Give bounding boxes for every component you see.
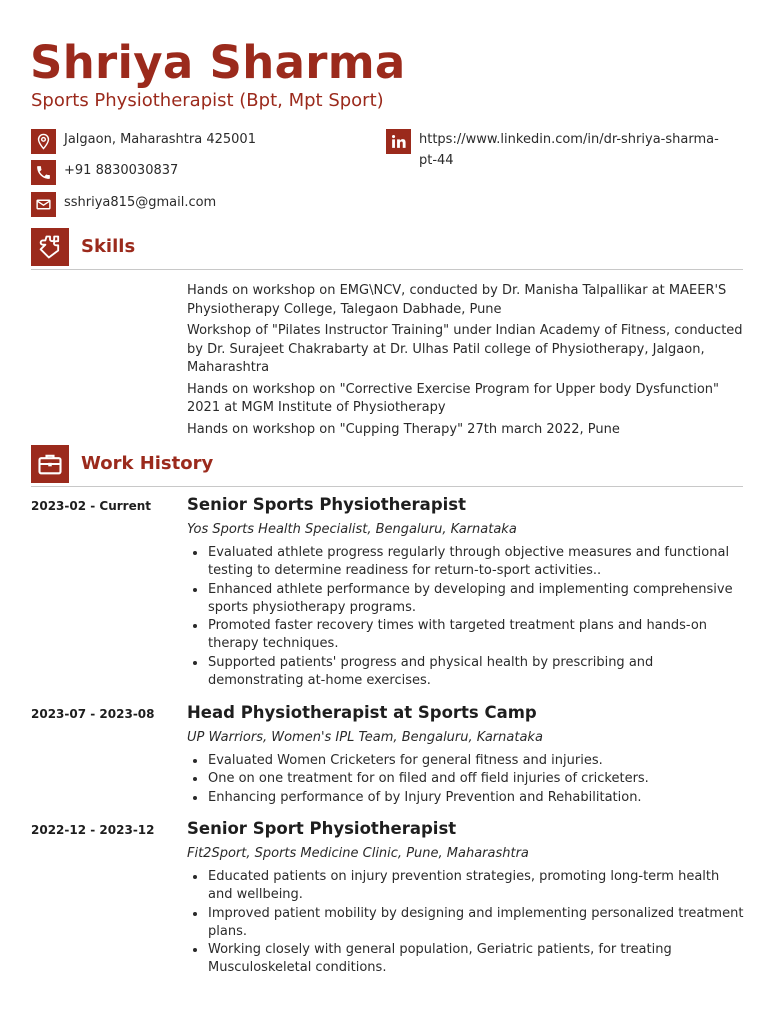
- job-bullet: Promoted faster recovery times with targeted treatment plans and hands-on therapy techniques.: [187, 617, 747, 654]
- linkedin-icon: [386, 129, 411, 154]
- phone-icon: [31, 160, 56, 185]
- linkedin-line-1: https://www.linkedin.com/in/dr-shriya-sharma-: [419, 132, 719, 147]
- work-section-header: [31, 445, 743, 485]
- contact-linkedin: [386, 129, 719, 171]
- contact-phone: [31, 160, 178, 185]
- skills-list: [187, 282, 747, 442]
- briefcase-icon: [31, 445, 69, 483]
- contact-email: [31, 192, 216, 217]
- skill-item: Workshop of "Pilates Instructor Training" under Indian Academy of Fitness, conducted by Dr. Surajeet Chakrabarty at Dr. Ulhas Patil college of Physiotherapy, Jalgaon, Maharashtra: [187, 323, 743, 375]
- job-bullet: One on one treatment for on filed and off field injuries of cricketers.: [187, 770, 747, 788]
- linkedin-line-2: pt-44: [419, 153, 454, 168]
- job-title: Head Physiotherapist at Sports Camp: [187, 703, 537, 722]
- skills-title: Skills: [81, 236, 136, 257]
- job-bullet: Improved patient mobility by designing and implementing personalized treatment plans.: [187, 905, 747, 942]
- map-pin-icon: [31, 129, 56, 154]
- job-dates: 2023-07 - 2023-08: [31, 707, 155, 721]
- email-text[interactable]: sshriya815@gmail.com: [64, 195, 217, 210]
- job-bullet: Educated patients on injury prevention strategies, promoting long-term health and wellbeing.: [187, 868, 747, 905]
- phone-text[interactable]: +91 8830030837: [64, 163, 179, 178]
- job-dates: 2022-12 - 2023-12: [31, 823, 155, 837]
- job-bullet: Evaluated Women Cricketers for general fitness and injuries.: [187, 752, 747, 770]
- job-company: UP Warriors, Women's IPL Team, Bengaluru, Karnataka: [187, 730, 543, 745]
- section-divider: [31, 486, 743, 487]
- job-bullets: [187, 544, 747, 690]
- section-divider: [31, 269, 743, 270]
- job-bullet: Supported patients' progress and physical health by prescribing and demonstrating at-home exercises.: [187, 654, 747, 691]
- job-bullet: Evaluated athlete progress regularly through objective measures and functional testing to determine readiness for return-to-sport activities..: [187, 544, 747, 581]
- candidate-name: Shriya Sharma: [30, 36, 406, 89]
- job-dates: 2023-02 - Current: [31, 499, 152, 513]
- skill-item: Hands on workshop on EMG\NCV, conducted by Dr. Manisha Talpallikar at MAEER'S Physiotherapy College, Talegaon Dabhade, Pune: [187, 283, 727, 317]
- puzzle-icon: [31, 228, 69, 266]
- job-bullet: Working closely with general population, Geriatric patients, for treating Musculoskeletal conditions.: [187, 941, 747, 978]
- job-bullet: Enhanced athlete performance by developing and implementing comprehensive sports physiotherapy programs.: [187, 581, 747, 618]
- skill-item: Hands on workshop on "Cupping Therapy" 27th march 2022, Pune: [187, 421, 620, 437]
- skill-item: Hands on workshop on "Corrective Exercise Program for Upper body Dysfunction" 2021 at MGM Institute of Physiotherapy: [187, 381, 720, 415]
- skills-section-header: [31, 228, 743, 268]
- envelope-icon: [31, 192, 56, 217]
- job-title: Senior Sports Physiotherapist: [187, 495, 466, 514]
- job-title: Senior Sport Physiotherapist: [187, 819, 457, 838]
- candidate-title: Sports Physiotherapist (Bpt, Mpt Sport): [31, 90, 384, 111]
- job-company: Yos Sports Health Specialist, Bengaluru, Karnataka: [187, 522, 517, 537]
- work-title: Work History: [81, 453, 214, 474]
- job-bullets: [187, 868, 747, 978]
- location-text: Jalgaon, Maharashtra 425001: [64, 132, 256, 147]
- job-company: Fit2Sport, Sports Medicine Clinic, Pune, Maharashtra: [187, 846, 529, 861]
- linkedin-link[interactable]: [419, 129, 719, 171]
- job-bullet: Enhancing performance of by Injury Prevention and Rehabilitation.: [187, 789, 747, 807]
- contact-location: [31, 129, 256, 154]
- job-bullets: [187, 752, 747, 807]
